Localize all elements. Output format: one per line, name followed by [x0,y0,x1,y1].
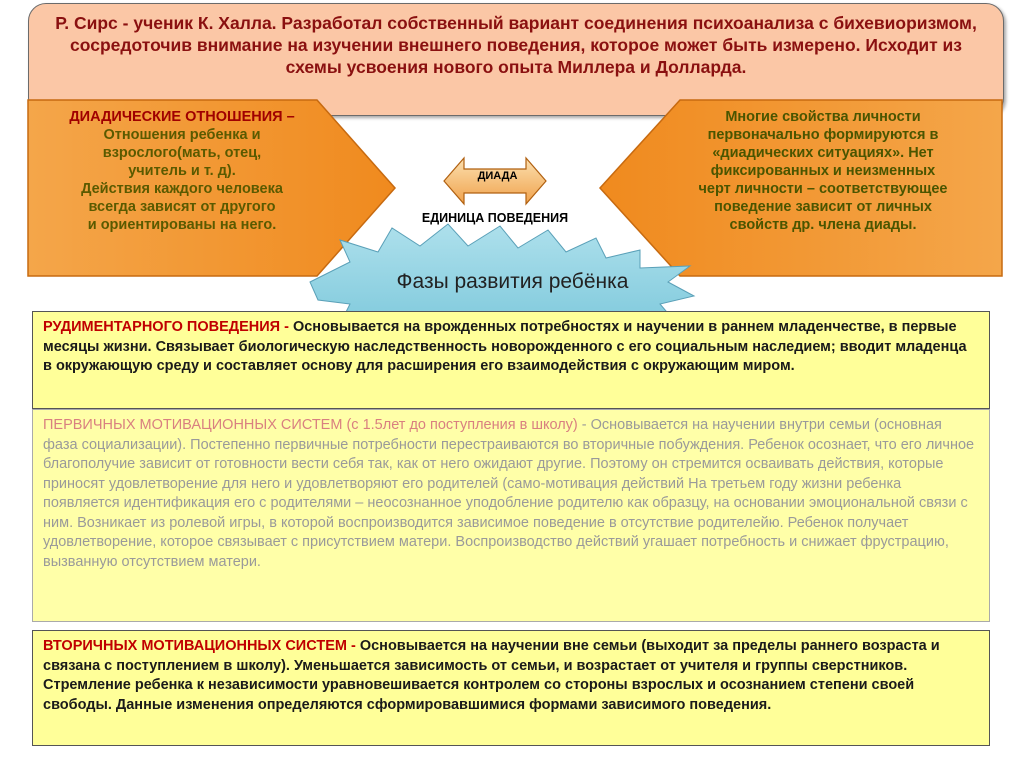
rudimentary-behavior-panel [32,311,990,409]
primary-text: - Основывается на научении внутри семьи (основная фаза социализации). Постепенно первичные потребности перестраиваются во вторичные побуждения. Ребенок осознает, что его личное благополучие зависит от готовности вести себя так, как от него ожидают другие. Поэтому он стремится осваивать действия, которые приносят удовлетворение для него и удовлетворяют его родителей (само-мотивация действий На третьем году жизни ребенка появляется идентификация его с родителями – неосознанное уподобление родителю как образцу, на основании эмоциональной связи с ним. Возникает из ролевой игры, в которой воспроизводится зависимое поведение в отсутствие родителейю. Ребенок получает удовлетворение, которое связывает с присутствием матери. Воспроизводство действий угашает потребность и снижает фрустрацию, вызванную отсутствием матери. [43,417,975,570]
left-title: ДИАДИЧЕСКИЕ ОТНОШЕНИЯ – [69,109,295,125]
left-line-4: Действия каждого человека [81,181,283,197]
secondary-motivation-panel [32,630,990,746]
rudimentary-text: Основывается на врожденных потребностях и научении в раннем младенчестве, в первые месяцы жизни. Связывает биологическую наследственность новорожденного с его социальным наследием; вводит младенца в окружающую среду и составляет основу для расширения его взаимодействия с окружающим миром. [43,319,967,374]
secondary-title: ВТОРИЧНЫХ МОТИВАЦИОННЫХ СИСТЕМ - [43,638,356,654]
primary-motivation-panel [32,409,990,622]
left-line-1: Отношения ребенка и [103,127,261,143]
right-line-4: фиксированных и неизменных [710,163,936,179]
left-line-5: всегда зависят от другого [88,199,276,215]
phases-title: Фазы развития ребёнка [396,270,629,293]
right-arrow-text [658,108,988,234]
diada-label: ДИАДА [477,170,518,182]
primary-subtitle: (с 1.5лет до поступления в школу) [342,417,578,433]
right-line-6: поведение зависит от личных [714,199,932,215]
secondary-text: Основывается на научении вне семьи (выходит за пределы раннего возраста и связана с поступлением в школу). Уменьшается зависимость от семьи, и возрастает от учителя и группы сверстников. Стремление ребенка к независимости уравновешивается контролем со стороны взрослых и осознанием степени своей свободы. Данные изменения определяются сформировавшимися формами зависимого поведения. [43,638,940,713]
right-line-5: черт личности – соответствующее [698,181,948,197]
right-line-2: первоначально формируются в [707,127,939,143]
right-line-3: «диадических ситуациях». Нет [712,145,934,161]
primary-title: ПЕРВИЧНЫХ МОТИВАЦИОННЫХ СИСТЕМ [43,417,343,433]
header-text: Р. Сирс - ученик К. Халла. Разработал собственный вариант соединения психоанализа с бихевиоризмом, сосредоточив внимание на изучении внешнего поведения, которое может быть измерено. Исходит из схемы усвоения нового опыта Миллера и Долларда. [55,13,977,77]
right-line-7: свойств др. члена диады. [729,217,917,233]
left-arrow-text [32,108,332,234]
left-line-3: учитель и т. д). [128,163,236,179]
rudimentary-title: РУДИМЕНТАРНОГО ПОВЕДЕНИЯ - [43,319,289,335]
left-line-6: и ориентированы на него. [87,217,277,233]
left-line-2: взрослого(мать, отец, [102,145,262,161]
behavior-unit-label: ЕДИНИЦА ПОВЕДЕНИЯ [421,211,569,225]
right-line-1: Многие свойства личности [725,109,921,125]
